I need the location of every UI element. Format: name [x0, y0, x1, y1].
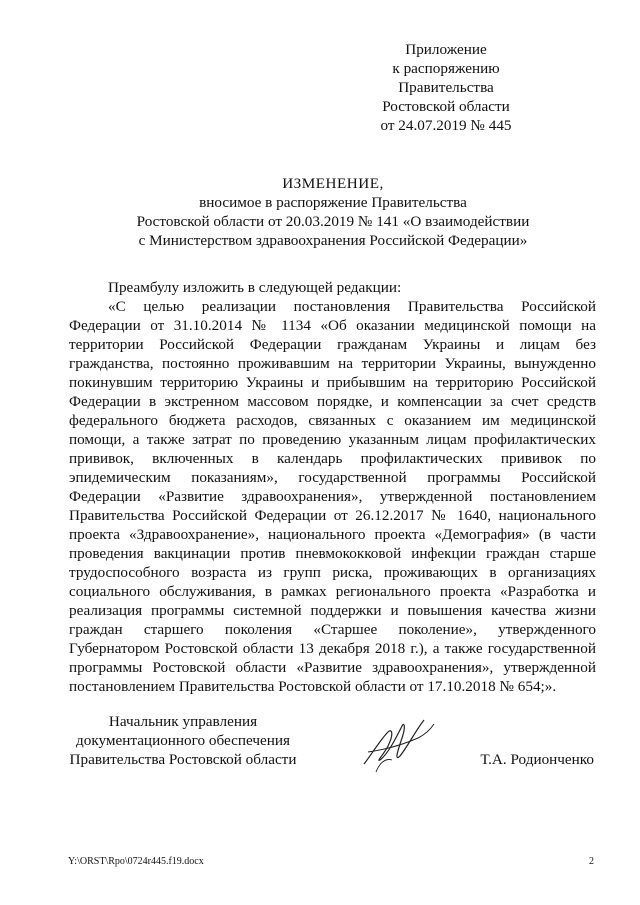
document-heading: [70, 174, 596, 250]
file-path: Y:\ORST\Rpo\0724r445.f19.docx: [68, 856, 204, 867]
appendix-line: Приложение: [405, 41, 487, 58]
heading-line: вносимое в распоряжение Правительства: [199, 194, 467, 211]
appendix-line: Правительства: [398, 79, 494, 96]
signatory-position: [68, 712, 298, 769]
document-body: [69, 278, 596, 696]
position-line: документационного обеспечения: [76, 732, 290, 749]
appendix-line: к распоряжению: [392, 60, 500, 77]
document-title: ИЗМЕНЕНИЕ,: [282, 175, 384, 192]
handwritten-signature: [358, 712, 438, 778]
main-paragraph: «С целью реализации постановления Правительства Российской Федерации от 31.10.2014 № 1134 «Об оказании медицинской помощи на территории Российской Федерации гражданам Украины и лицам без гражданства, постоянно проживавшим на территории Украины, вынужденно покинувшим территорию Украины и прибывшим на территорию Российской Федерации в экстренном массовом порядке, и компенсации за счет средств федерального бюджета расходов, связанных с оказанием им медицинской помощи, а также затрат по проведению указанным лицам профилактических прививок, включенных в календарь профилактических прививок по эпидемическим показаниям», государственной программы Российской Федерации «Развитие здравоохранения», утвержденной постановлением Правительства Российской Федерации от 26.12.2017 № 1640, национального проекта «Здравоохранение», национального проекта «Демография» (в части проведения вакцинации против пневмококковой инфекции граждан старше трудоспособного возраста из групп риска, проживающих в организациях социального обслуживания, в рамках регионального проекта «Разработка и реализация программы системной поддержки и повышения качества жизни граждан старшего поколения «Старшее поколение», утвержденного Губернатором Ростовской области 13 декабря 2018 г.), а также государственной программы Ростовской области «Развитие здравоохранения», утвержденной постановлением Правительства Ростовской области от 17.10.2018 № 654;».: [69, 298, 596, 695]
position-line: Начальник управления: [108, 713, 258, 730]
intro-paragraph: Преамбулу изложить в следующей редакции:: [108, 279, 402, 296]
appendix-block: [326, 40, 566, 135]
appendix-line: от 24.07.2019 № 445: [380, 117, 512, 134]
appendix-line: Ростовской области: [382, 98, 510, 115]
heading-line: с Министерством здравоохранения Российской Федерации»: [138, 232, 528, 249]
position-line: Правительства Ростовской области: [69, 751, 297, 768]
page-number: 2: [589, 856, 594, 867]
signatory-name: Т.А. Родионченко: [480, 751, 594, 768]
heading-line: Ростовской области от 20.03.2019 № 141 «О взаимодействии: [136, 213, 530, 230]
